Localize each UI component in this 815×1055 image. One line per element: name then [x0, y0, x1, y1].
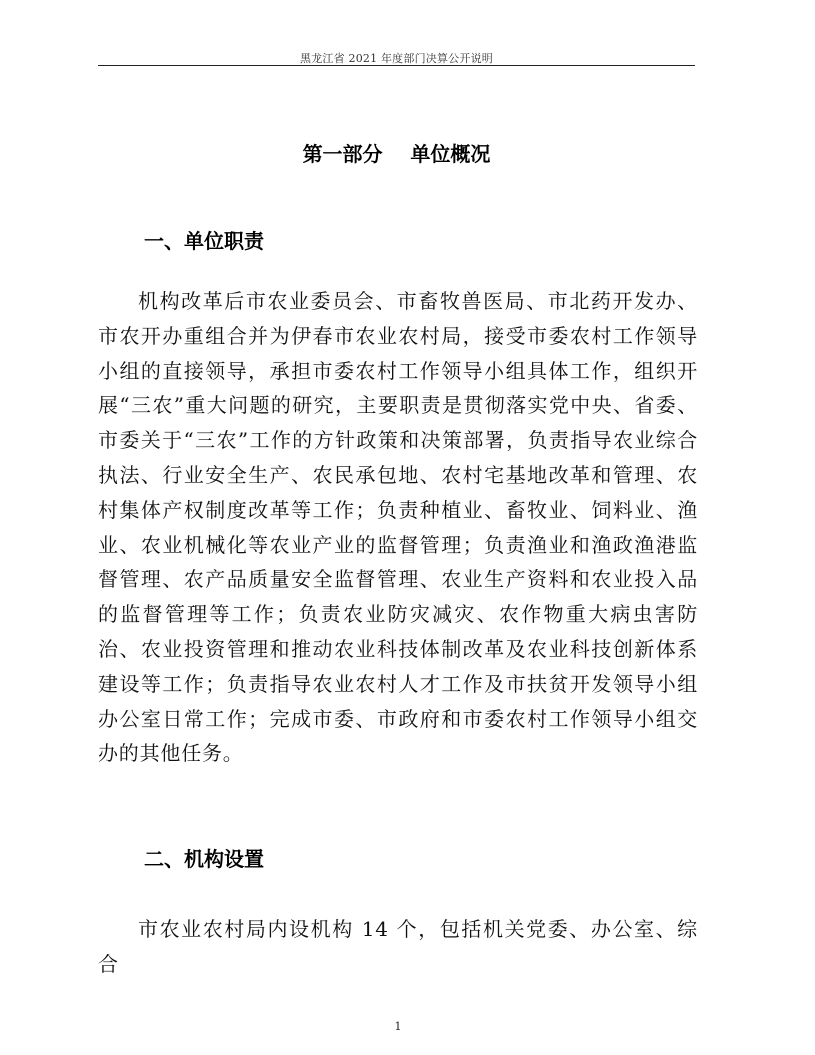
- page-number: 1: [394, 1020, 402, 1033]
- section-body-organization: 市农业农村局内设机构 14 个，包括机关党委、办公室、综合: [98, 917, 698, 976]
- header-rule: [98, 65, 695, 66]
- section-heading-organization: 二、机构设置: [144, 847, 264, 871]
- section-heading-duties: 一、单位职责: [144, 229, 264, 253]
- part-title: 第一部分 单位概况: [302, 142, 491, 166]
- running-header: 黑龙江省 2021 年度部门决算公开说明: [300, 52, 493, 65]
- section-body-duties: 机构改革后市农业委员会、市畜牧兽医局、市北药开发办、市农开办重组合并为伊春市农业农村局，接受市委农村工作领导小组的直接领导，承担市委农村工作领导小组具体工作，组织开展“三农”重大问题的研究，主要职责是贯彻落实党中央、省委、市委关于“三农”工作的方针政策和决策部署，负责指导农业综合执法、行业安全生产、农民承包地、农村宅基地改革和管理、农村集体产权制度改革等工作；负责种植业、畜牧业、饲料业、渔业、农业机械化等农业产业的监督管理；负责渔业和渔政渔港监督管理、农产品质量安全监督管理、农业生产资料和农业投入品的监督管理等工作；负责农业防灾减灾、农作物重大病虫害防治、农业投资管理和推动农业科技体制改革及农业科技创新体系建设等工作；负责指导农业农村人才工作及市扶贫开发领导小组办公室日常工作；完成市委、市政府和市委农村工作领导小组交办的其他任务。: [98, 289, 698, 766]
